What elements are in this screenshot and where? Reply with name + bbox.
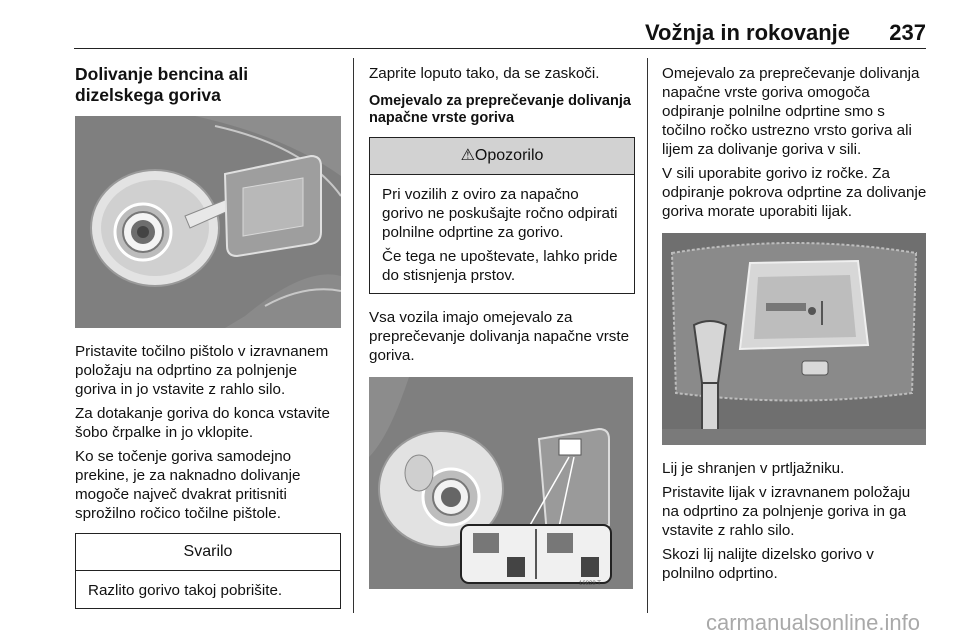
page-number: 237: [889, 20, 926, 45]
paragraph: Skozi lij nalijte dizelsko gorivo v polnilno odprtino.: [662, 546, 874, 582]
paragraph: Pristavite točilno pištolo v izravnanem položaju na odprtino za polnjenje goriva in jo vstavite z rahlo silo.: [75, 343, 329, 398]
column-divider: [647, 58, 648, 613]
paragraph: Za dotakanje goriva do konca vstavite šobo črpalke in jo vklopite.: [75, 405, 330, 441]
caution-title: Svarilo: [76, 534, 340, 571]
column-divider: [353, 58, 354, 613]
paragraph: Lij je shranjen v prtljažniku.: [662, 460, 845, 477]
warning-header: [370, 138, 634, 175]
paragraph: V sili uporabite gorivo iz ročke. Za odpiranje pokrova odprtine za dolivanje goriva morate uporabiti lijak.: [662, 165, 927, 220]
paragraph: Pristavite lijak v izravnanem položaju na odprtino za polnjenje goriva in ga vstavite z rahlo silo.: [662, 484, 911, 539]
paragraph: Zaprite loputo tako, da se zaskoči.: [369, 65, 600, 82]
warning-paragraph: Če tega ne upoštevate, lahko pride do stisnjenja prstov.: [382, 248, 618, 284]
trunk-funnel-illustration: [662, 233, 926, 445]
warning-triangle-icon: ⚠: [460, 147, 475, 164]
fuel-filler-illustration: [75, 116, 341, 328]
caution-box: [75, 533, 341, 609]
paragraph: Vsa vozila imajo omejevalo za preprečevanje dolivanja napačne vrste goriva.: [369, 309, 630, 364]
figure-code: 16828 T: [579, 581, 601, 587]
page-header: [74, 14, 926, 49]
caution-text: Razlito gorivo takoj pobrišite.: [88, 582, 283, 599]
column-1: [75, 64, 341, 609]
warning-title: Opozorilo: [474, 147, 544, 164]
section-heading: Dolivanje bencina ali dizelskega goriva: [75, 64, 249, 105]
warning-body: [370, 175, 634, 293]
column-3: [662, 64, 928, 588]
column-2: [369, 64, 635, 589]
paragraph: Omejevalo za preprečevanje dolivanja napačne vrste goriva omogoča odpiranje polnilne odprtine smo s točilno ročko ustrezno vrsto goriva ali lijem za dolivanje goriva v sili.: [662, 65, 920, 158]
watermark: carmanualsonline.info: [705, 610, 920, 635]
subheading: Omejevalo za preprečevanje dolivanja napačne vrste goriva: [369, 93, 631, 126]
warning-paragraph: Pri vozilih z oviro za napačno gorivo ne poskušajte ročno odpirati polnilne odprtine za gorivo.: [382, 186, 618, 241]
misfuel-inhibitor-illustration: [369, 377, 633, 589]
page-title: Vožnja in rokovanje: [645, 20, 850, 45]
paragraph: Ko se točenje goriva samodejno prekine, je za naknadno dolivanje mogoče največ dvakrat pritisniti sprožilno ročico točilne pištole.: [75, 448, 301, 522]
warning-box: [369, 137, 635, 294]
